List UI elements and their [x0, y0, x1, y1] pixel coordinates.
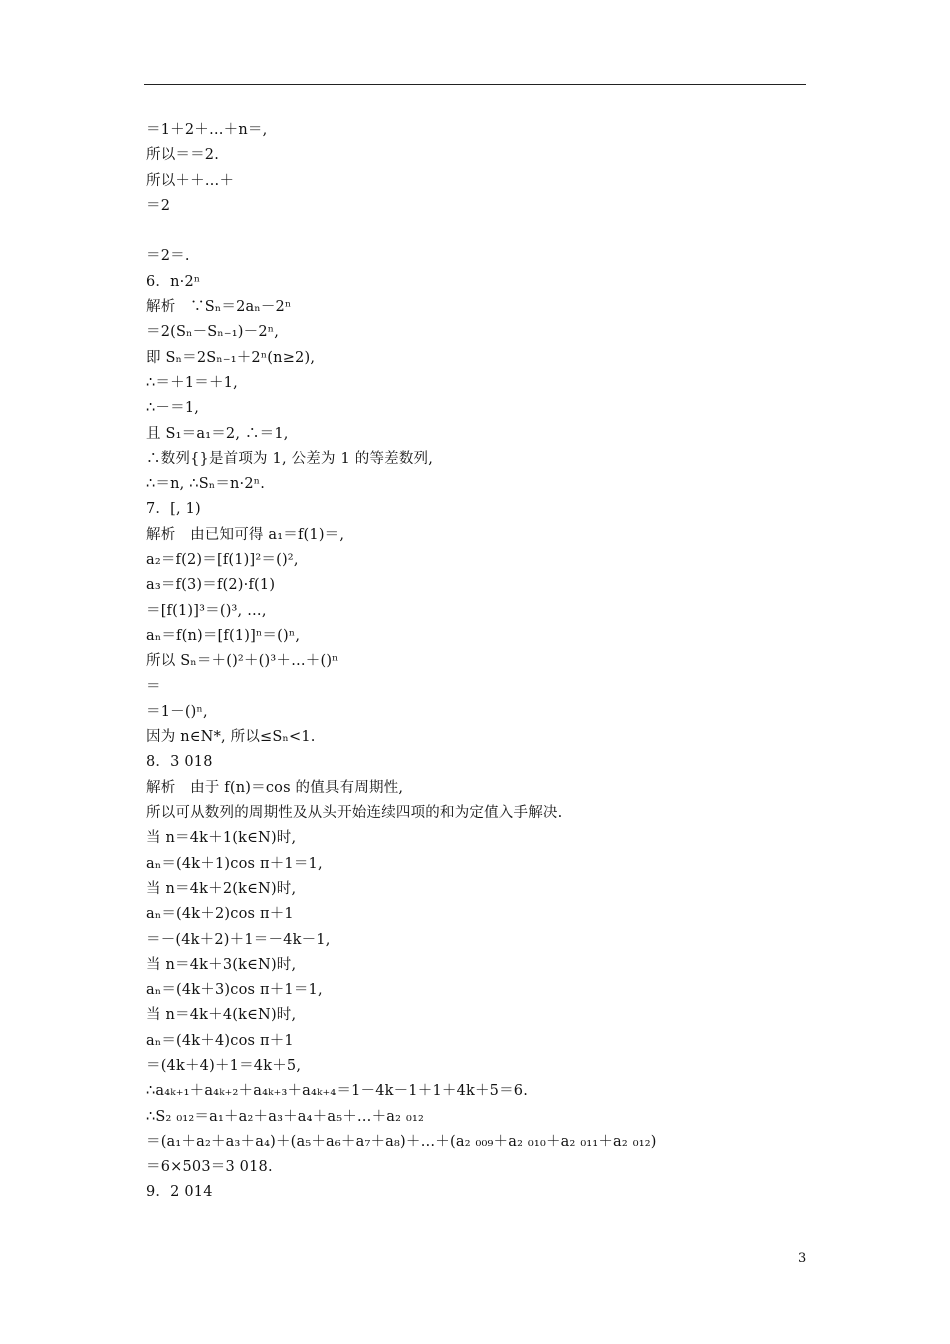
text-line: aₙ＝(4k＋4)cos π＋1	[146, 1032, 294, 1049]
answer-8-heading: 8．3 018	[146, 754, 213, 771]
text-line: 所以＝＝2.	[146, 147, 220, 164]
text-line: 即 Sₙ＝2Sₙ₋₁＋2ⁿ(n≥2),	[146, 349, 316, 366]
text-line: aₙ＝f(n)＝[f(1)]ⁿ＝()ⁿ,	[146, 627, 301, 644]
text-line: 且 S₁＝a₁＝2, ∴＝1,	[146, 425, 289, 442]
text-line: ＝2(Sₙ－Sₙ₋₁)－2ⁿ,	[146, 324, 280, 341]
text-line: a₃＝f(3)＝f(2)·f(1)	[146, 577, 276, 594]
document-body	[146, 118, 806, 1206]
text-line: ∴a₄ₖ₊₁＋a₄ₖ₊₂＋a₄ₖ₊₃＋a₄ₖ₊₄＝1－4k－1＋1＋4k＋5＝6.	[146, 1083, 529, 1100]
text-line: ＝(a₁＋a₂＋a₃＋a₄)＋(a₅＋a₆＋a₇＋a₈)＋…＋(a₂ ₀₀₉＋a₂ ₀₁₀＋a₂ ₀₁₁＋a₂ ₀₁₂)	[146, 1133, 657, 1150]
text-line: 解析 ∵Sₙ＝2aₙ－2ⁿ	[146, 299, 292, 316]
text-line: ＝[f(1)]³＝()³, …,	[146, 602, 267, 619]
text-line: 当 n＝4k＋3(k∈N)时,	[146, 956, 297, 973]
text-line: ∴＝＋1＝＋1,	[146, 374, 238, 391]
text-line: ＝1＋2＋…＋n＝,	[146, 122, 268, 138]
text-line: aₙ＝(4k＋1)cos π＋1＝1,	[146, 855, 323, 872]
text-line: ＝2＝.	[146, 248, 190, 265]
text-line: ＝(4k＋4)＋1＝4k＋5,	[146, 1057, 302, 1074]
text-line: ＝－(4k＋2)＋1＝－4k－1,	[146, 931, 331, 948]
text-line: ＝	[146, 678, 161, 695]
text-line: 当 n＝4k＋2(k∈N)时,	[146, 880, 297, 897]
text-line: ∴－＝1,	[146, 400, 200, 417]
answer-9-heading: 9．2 014	[146, 1184, 213, 1201]
text-line: ∴数列{}是首项为 1, 公差为 1 的等差数列,	[146, 450, 434, 467]
text-line: 解析 由已知可得 a₁＝f(1)＝,	[146, 526, 345, 543]
text-line: 当 n＝4k＋1(k∈N)时,	[146, 830, 297, 847]
text-line: 所以＋＋…＋	[146, 172, 235, 189]
answer-6-heading: 6．n·2ⁿ	[146, 273, 201, 290]
text-line: a₂＝f(2)＝[f(1)]²＝()²,	[146, 552, 299, 569]
text-line: 解析 由于 f(n)＝cos 的值具有周期性,	[146, 779, 404, 796]
text-line: 所以可从数列的周期性及从头开始连续四项的和为定值入手解决.	[146, 805, 563, 822]
text-line: 所以 Sₙ＝＋()²＋()³＋…＋()ⁿ	[146, 653, 339, 670]
text-line: ＝2	[146, 197, 171, 214]
text-line: 因为 n∈N*, 所以≤Sₙ<1.	[146, 729, 316, 746]
answer-7-heading: 7．[, 1)	[146, 501, 201, 518]
text-line: ＝1－()ⁿ,	[146, 703, 208, 720]
header-rule	[144, 84, 806, 85]
text-line: 当 n＝4k＋4(k∈N)时,	[146, 1007, 297, 1024]
text-line: aₙ＝(4k＋3)cos π＋1＝1,	[146, 982, 323, 999]
text-line: ∴＝n, ∴Sₙ＝n·2ⁿ.	[146, 476, 266, 493]
text-line: ∴S₂ ₀₁₂＝a₁＋a₂＋a₃＋a₄＋a₅＋…＋a₂ ₀₁₂	[146, 1108, 425, 1125]
page-number: 3	[798, 1251, 807, 1266]
blank-line	[146, 219, 806, 244]
text-line: aₙ＝(4k＋2)cos π＋1	[146, 906, 294, 923]
text-line: ＝6×503＝3 018.	[146, 1159, 273, 1176]
